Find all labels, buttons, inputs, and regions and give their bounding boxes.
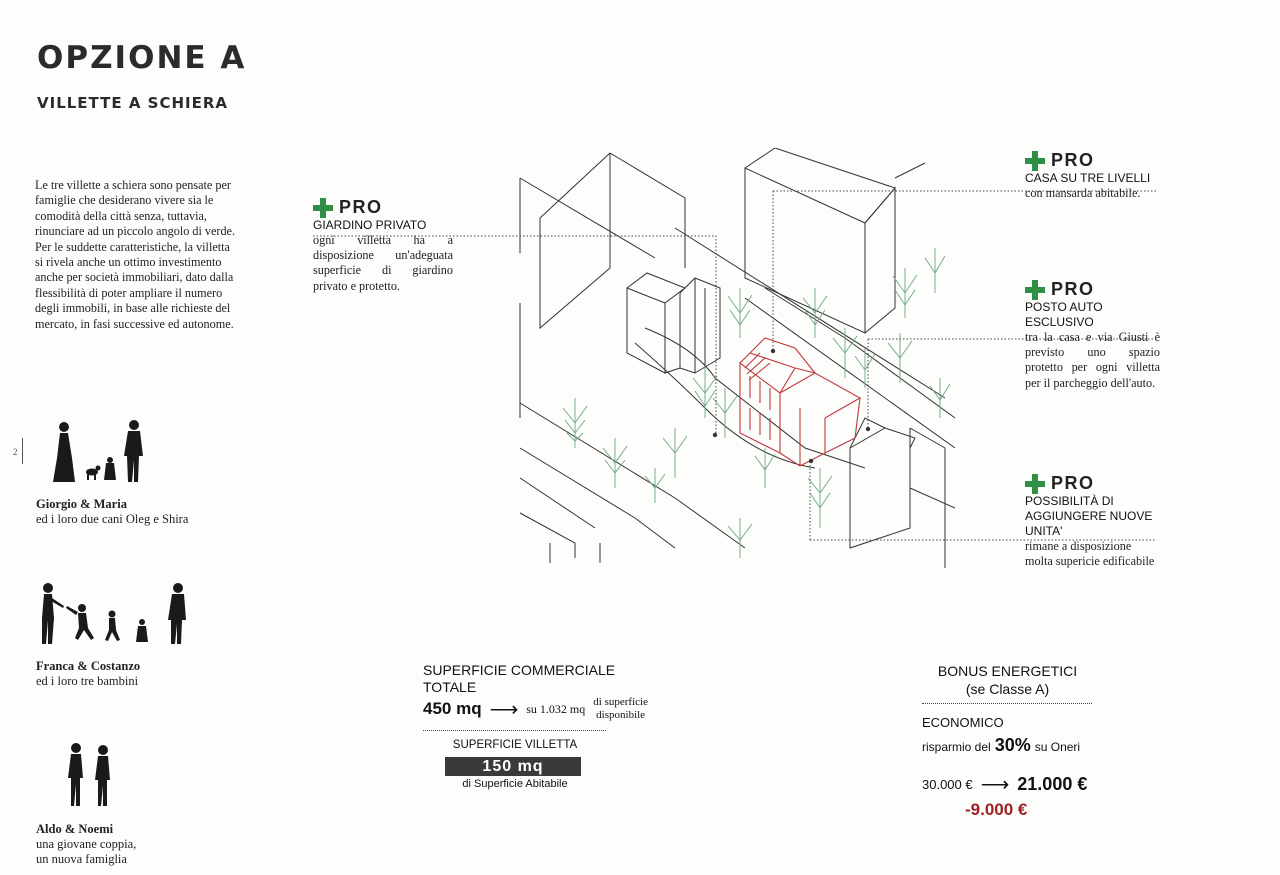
pro-1-head bbox=[313, 197, 453, 218]
pro-3-caption-line-1: POSTO AUTO bbox=[1025, 300, 1103, 314]
plus-icon bbox=[1025, 280, 1045, 300]
surface-of-suffix-line-1: di superficie bbox=[593, 696, 648, 708]
bonus-title bbox=[925, 662, 1090, 698]
bonus-saving-row bbox=[922, 735, 1080, 756]
bonus-diff: -9.000 € bbox=[965, 800, 1028, 819]
arrow-right-icon: ⟶ bbox=[980, 774, 1010, 796]
surface-label-line-2: TOTALE bbox=[423, 679, 477, 695]
plus-icon bbox=[1025, 474, 1045, 494]
pro-2-label: PRO bbox=[1051, 150, 1095, 170]
pro-1-label: PRO bbox=[339, 197, 383, 217]
bonus-saving-suffix: su Oneri bbox=[1034, 740, 1081, 754]
family-3-desc-line-1: una giovane coppia, bbox=[36, 837, 137, 851]
bonus-saving-pct: 30% bbox=[994, 735, 1031, 755]
page-title: OPZIONE A bbox=[37, 40, 247, 76]
plus-icon bbox=[313, 198, 333, 218]
pro-2-head bbox=[1025, 150, 1165, 171]
family-2-name: Franca & Costanzo bbox=[36, 659, 141, 673]
surface-of-suffix-line-2: disponibile bbox=[596, 709, 646, 721]
pro-4-caption-line-2: AGGIUNGERE NUOVE bbox=[1025, 509, 1153, 523]
pro-giardino-privato bbox=[313, 197, 453, 294]
bonus-from: 30.000 € bbox=[922, 777, 973, 792]
pro-4-body-line-1: rimane a disposizione bbox=[1025, 539, 1132, 553]
family-1-desc: ed i loro due cani Oleg e Shira bbox=[36, 512, 189, 526]
arrow-right-icon: ⟶ bbox=[489, 698, 519, 721]
bonus-cost-row bbox=[922, 772, 1087, 797]
surface-total: 450 mq bbox=[423, 699, 482, 718]
pro-3-label: PRO bbox=[1051, 279, 1095, 299]
pro-casa-tre-livelli bbox=[1025, 150, 1165, 201]
page-number: 2 bbox=[13, 447, 18, 457]
family-3-name: Aldo & Noemi bbox=[36, 822, 114, 836]
pro-posto-auto bbox=[1025, 279, 1160, 391]
bonus-title-line-2: (se Classe A) bbox=[965, 681, 1050, 697]
pro-4-caption-line-1: POSSIBILITÀ DI bbox=[1025, 494, 1114, 508]
pro-2-caption: CASA SU TRE LIVELLI bbox=[1025, 171, 1151, 185]
bonus-divider bbox=[922, 703, 1092, 704]
bonus-sub: ECONOMICO bbox=[922, 715, 1004, 730]
surface-label-line-1: SUPERFICIE COMMERCIALE bbox=[423, 662, 616, 678]
bonus-to: 21.000 € bbox=[1017, 774, 1088, 794]
family-3-desc-line-2: un nuova famiglia bbox=[36, 852, 127, 866]
pro-3-head bbox=[1025, 279, 1160, 300]
surface-of: su 1.032 mq bbox=[526, 701, 586, 716]
pro-1-body: ogni villetta ha a disposizione un'adeguata superficie di giardino privato e protetto. bbox=[313, 233, 453, 293]
surface-divider bbox=[423, 730, 606, 731]
page-subtitle: VILLETTE A SCHIERA bbox=[37, 94, 229, 112]
pro-4-label: PRO bbox=[1051, 473, 1095, 493]
pro-4-body-line-2: molta supericie edificabile bbox=[1025, 554, 1155, 569]
surface-label bbox=[423, 662, 615, 696]
surface-total-row bbox=[423, 696, 648, 722]
pro-3-caption-line-2: ESCLUSIVO bbox=[1025, 315, 1094, 329]
family-1-name: Giorgio & Maria bbox=[36, 497, 127, 511]
pro-4-head bbox=[1025, 473, 1175, 494]
pro-nuove-unita bbox=[1025, 473, 1175, 569]
pro-4-caption-line-3: UNITA' bbox=[1025, 524, 1063, 538]
family-2-desc: ed i loro tre bambini bbox=[36, 674, 139, 688]
plus-icon bbox=[1025, 151, 1045, 171]
bonus-title-line-1: BONUS ENERGETICI bbox=[937, 663, 1078, 679]
pro-2-body: con mansarda abitabile. bbox=[1025, 186, 1141, 200]
intro-paragraph-1: Le tre villette a schiera sono pensate per famiglie che desiderano vivere sia le comodità della città senza, tuttavia, rinunciare ad un piccolo angolo di verde. bbox=[35, 178, 236, 239]
intro-paragraph-2: Per le suddette caratteristiche, la villetta si rivela anche un ottimo investimento anche per società immobiliari, dato dalla flessibilità di poter ampliare il numero degli immobili, in base alle richieste del mercato, in fasi successive ed autonome. bbox=[35, 239, 234, 331]
pro-3-body: tra la casa e via Giusti è previsto uno spazio protetto per ogni villetta per il parcheggio dell'auto. bbox=[1025, 330, 1160, 390]
villetta-label: SUPERFICIE VILLETTA bbox=[452, 739, 578, 751]
villetta-note: di Superficie Abitabile bbox=[462, 778, 568, 790]
villetta-value: 150 mq bbox=[445, 757, 581, 776]
surface-of-suffix bbox=[593, 696, 648, 722]
bonus-saving-prefix: risparmio del bbox=[922, 740, 991, 754]
pro-1-caption: GIARDINO PRIVATO bbox=[313, 218, 427, 232]
